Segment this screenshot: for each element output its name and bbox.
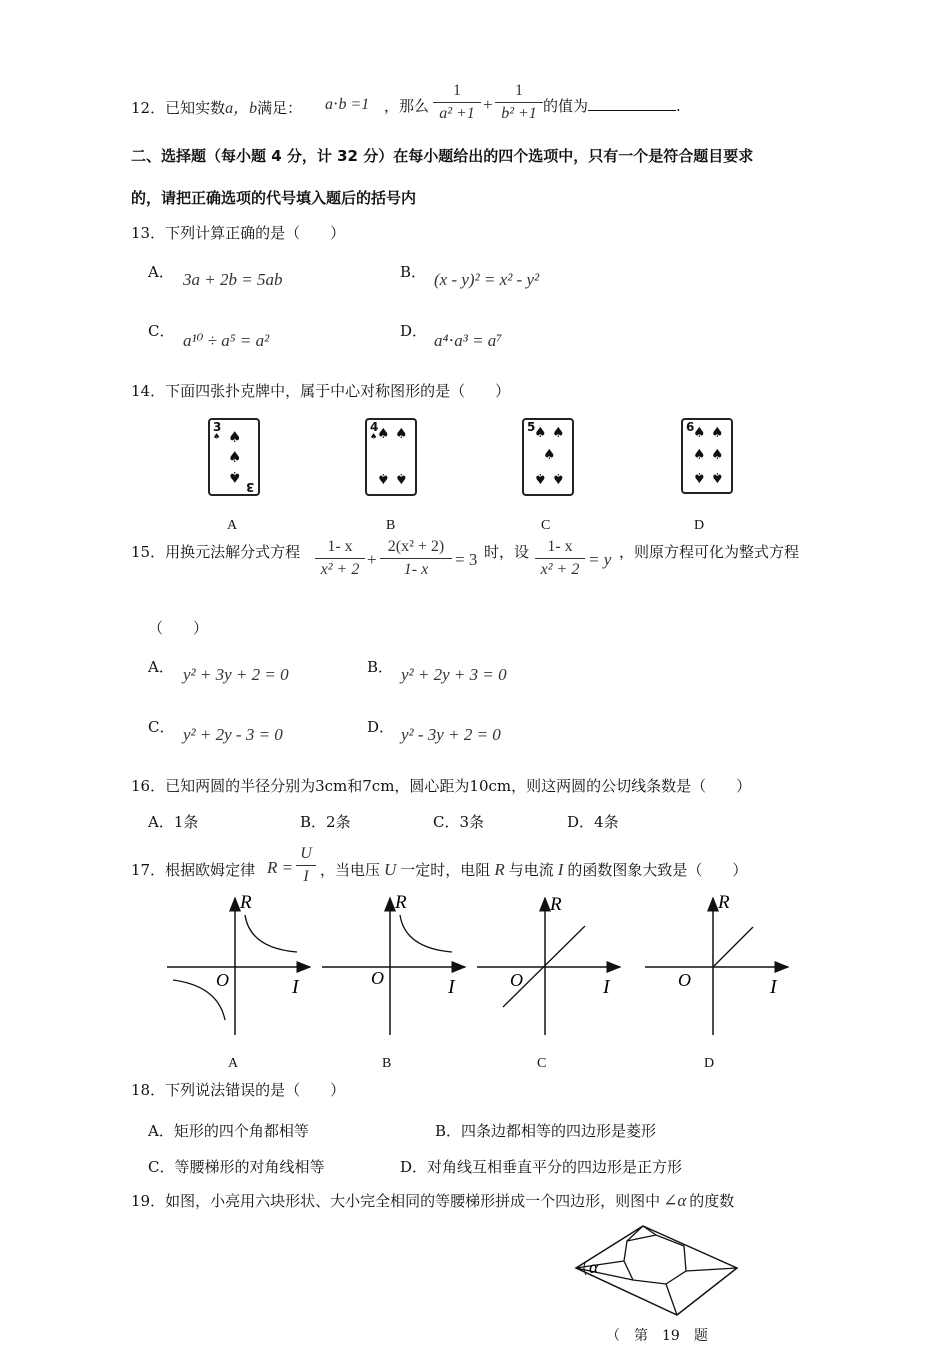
q15-option-b[interactable]: y² + 2y + 3 = 0: [401, 665, 507, 684]
q15-answer-paren[interactable]: （ ）: [148, 619, 209, 637]
axis-label-i: I: [603, 976, 610, 998]
q15-option-a[interactable]: y² + 3y + 2 = 0: [183, 665, 289, 684]
q13-option-b[interactable]: (x - y)² = x² - y²: [434, 270, 540, 289]
origin-label: O: [371, 968, 384, 988]
q15-fraction-2: $\frac{\text{2(x² + 2)}}{1- x}$: [380, 538, 452, 579]
q17-ohm-fraction: $\frac{U}{I}$: [296, 845, 316, 886]
q15-stem-c: ，则原方程可化为整式方程: [619, 543, 800, 561]
q13-option-b-label[interactable]: B．: [400, 263, 427, 281]
spade-icon: ♠: [228, 468, 242, 486]
q12-fraction-2: $\frac{1}{\text{b² +1}}$: [495, 82, 543, 123]
q19-stem: 19．如图，小亮用六块形状、大小完全相同的等腰梯形拼成一个四边形，则图中 ∠α 的度数: [131, 1191, 735, 1210]
q19-caption: （ 第 19 题: [606, 1328, 708, 1344]
q13-stem: 13．下列计算正确的是（ ）: [131, 224, 346, 242]
q17-label-b[interactable]: B: [382, 1056, 392, 1071]
q12-line: [131, 95, 302, 118]
spade-icon: ♠: [711, 425, 724, 441]
axis-label-i: I: [292, 976, 299, 998]
origin-label: O: [678, 970, 691, 990]
q14-label-d[interactable]: D: [694, 518, 705, 533]
spade-icon: ♠: [228, 428, 242, 446]
axis-label-r: R: [395, 892, 407, 913]
spade-icon: ♠: [693, 447, 706, 463]
q12-mid: 满足：: [257, 99, 303, 117]
card-rank-inverted: 3: [245, 480, 254, 494]
q13-option-d[interactable]: a⁴⋅a³ = a⁷: [434, 331, 503, 350]
section2-heading-line1: 二、选择题（每小题 4 分，计 32 分）在每小题给出的四个选项中，只有一个是符合题目要求: [131, 147, 754, 165]
q13-option-a-label[interactable]: A．: [148, 263, 174, 281]
q17-stem-b: ，当电压 U 一定时，电阻 R 与电流 I 的函数图象大致是（ ）: [320, 860, 748, 879]
q15-option-c[interactable]: y² + 2y - 3 = 0: [183, 725, 283, 744]
spade-icon: ♠: [377, 470, 390, 486]
q12-mid2: ，那么: [384, 97, 430, 115]
q18-option-d[interactable]: D．对角线互相垂直平分的四边形是正方形: [400, 1158, 683, 1176]
card-6-of-spades[interactable]: [681, 418, 733, 494]
q18-option-a[interactable]: A．矩形的四个角都相等: [148, 1122, 309, 1140]
origin-label: O: [216, 970, 229, 990]
q15-option-a-label[interactable]: A．: [148, 658, 174, 676]
q19-trapezoid-figure: [570, 1220, 750, 1320]
spade-icon: ♠: [711, 469, 724, 485]
q13-option-c[interactable]: a¹⁰ ÷ a⁵ = a²: [183, 331, 270, 350]
section2-heading-line2: 的，请把正确选项的代号填入题后的括号内: [131, 189, 417, 207]
q16-option-a[interactable]: A．1条: [148, 813, 199, 831]
q12-vars: a，b: [225, 100, 258, 117]
spade-icon: ♠: [228, 448, 242, 466]
axis-label-r: R: [718, 892, 730, 913]
q15-option-c-label[interactable]: C．: [148, 718, 175, 736]
axis-label-i: I: [448, 976, 455, 998]
q18-option-b[interactable]: B．四条边都相等的四边形是菱形: [435, 1122, 657, 1140]
q15-fraction-3: $\frac{1- x}{\text{x² + 2}}$: [535, 538, 585, 579]
spade-icon: ♠: [534, 470, 547, 486]
q12-answer-blank[interactable]: [588, 96, 676, 111]
q15-equals-3: = 3: [455, 550, 478, 569]
q15-stem-b: 时，设: [484, 543, 530, 561]
alpha-label: α: [589, 1257, 599, 1277]
q15-stem-a: 15．用换元法解分式方程: [131, 543, 301, 561]
q14-stem: 14．下面四张扑克牌中，属于中心对称图形的是（ ）: [131, 382, 511, 400]
spade-icon: ♠: [213, 432, 221, 441]
q12-prefix: 12．已知实数: [131, 99, 226, 117]
q12-condition: a⋅b =1: [325, 96, 370, 113]
q17-graphs: [0, 890, 950, 1070]
card-rank: 5: [527, 420, 536, 434]
q14-label-c[interactable]: C: [541, 518, 551, 533]
q14-label-b[interactable]: B: [386, 518, 396, 533]
card-rank: 6: [686, 420, 695, 434]
q16-option-b[interactable]: B．2条: [300, 813, 351, 831]
q18-option-c[interactable]: C．等腰梯形的对角线相等: [148, 1158, 325, 1176]
card-5-of-spades[interactable]: [522, 418, 574, 496]
graph-d[interactable]: [645, 892, 788, 1035]
graph-b[interactable]: [322, 892, 465, 1035]
spade-icon: ♠: [543, 447, 556, 463]
origin-label: O: [510, 970, 523, 990]
q18-stem: 18．下列说法错误的是（ ）: [131, 1081, 346, 1099]
q16-option-d[interactable]: D．4条: [567, 813, 619, 831]
q12-plus: +: [483, 95, 493, 114]
spade-icon: ♠: [395, 426, 408, 442]
q13-option-d-label[interactable]: D．: [400, 322, 428, 340]
spade-icon: ♠: [693, 425, 706, 441]
q17-label-a[interactable]: A: [228, 1056, 239, 1071]
q15-fraction-1: $\frac{1- x}{\text{x² + 2}}$: [315, 538, 365, 579]
q15-plus: +: [367, 550, 377, 569]
card-rank: 3: [213, 420, 222, 434]
q16-stem: 16．已知两圆的半径分别为3cm和7cm，圆心距为10cm，则这两圆的公切线条数是（ ）: [131, 777, 752, 795]
card-rank: 4: [370, 420, 379, 434]
spade-icon: ♠: [552, 425, 565, 441]
axis-label-r: R: [550, 894, 562, 915]
graph-a[interactable]: [167, 892, 310, 1035]
axis-label-r: R: [240, 892, 252, 913]
spade-icon: ♠: [711, 447, 724, 463]
q17-label-d[interactable]: D: [704, 1056, 715, 1071]
q13-option-c-label[interactable]: C．: [148, 322, 175, 340]
q16-option-c[interactable]: C．3条: [433, 813, 485, 831]
q12-suffix: 的值为 .: [543, 97, 681, 115]
angle-alpha: ∠α: [663, 1191, 687, 1210]
q15-option-d[interactable]: y² - 3y + 2 = 0: [401, 725, 501, 744]
spade-icon: ♠: [693, 469, 706, 485]
spade-icon: ♠: [377, 426, 390, 442]
q17-label-c[interactable]: C: [537, 1056, 547, 1071]
q15-equals-y: = y: [588, 550, 612, 569]
spade-icon: ♠: [395, 470, 408, 486]
card-3-of-spades[interactable]: [208, 418, 260, 496]
q15-option-b-label[interactable]: B．: [367, 658, 394, 676]
q17-r-equals: R =: [267, 858, 294, 877]
q13-option-a[interactable]: 3a + 2b = 5ab: [183, 270, 283, 289]
q17-stem-a: 17．根据欧姆定律: [131, 861, 256, 879]
q14-label-a[interactable]: A: [227, 518, 238, 533]
spade-icon: ♠: [552, 470, 565, 486]
q15-option-d-label[interactable]: D．: [367, 718, 395, 736]
q12-fraction-1: $\frac{1}{\text{a² +1}}$: [433, 82, 481, 123]
card-4-of-spades[interactable]: [365, 418, 417, 496]
spade-icon: ♠: [370, 432, 378, 441]
axis-label-i: I: [770, 976, 777, 998]
spade-icon: ♠: [534, 425, 547, 441]
graph-c[interactable]: [477, 894, 620, 1035]
